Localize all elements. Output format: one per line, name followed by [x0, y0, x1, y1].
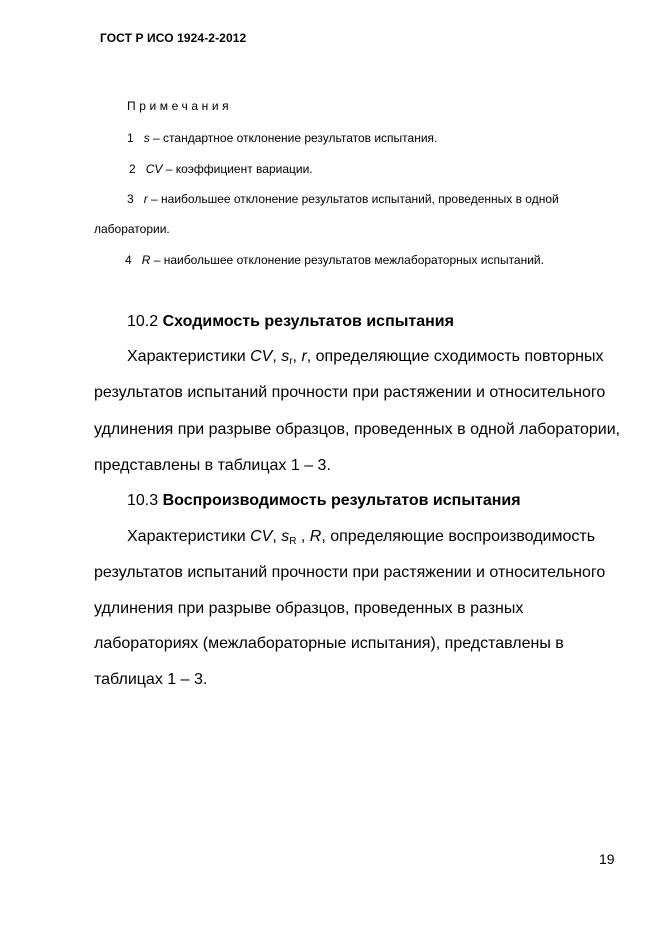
note-item: [125, 253, 544, 267]
paragraph-line: представлены в таблицах 1 – 3.: [94, 457, 331, 474]
note-symbol: CV: [145, 162, 163, 176]
paragraph-text: , определяющие сходимость повторных: [306, 348, 604, 365]
paragraph-line: удлинения при разрыве образцов, проведенных в одной лаборатории,: [94, 421, 621, 438]
note-item: [127, 131, 437, 145]
note-number: 4: [125, 253, 132, 267]
section-number: 10.3: [127, 492, 159, 509]
note-text: – стандартное отклонение результатов испытания.: [149, 131, 438, 145]
symbol-subscript: R: [289, 536, 297, 547]
symbol: r: [301, 348, 307, 365]
section-title: Сходимость результатов испытания: [162, 313, 454, 330]
note-item: [127, 192, 559, 206]
symbol: s: [281, 348, 290, 365]
separator: ,: [296, 528, 310, 545]
note-symbol: R: [141, 253, 151, 267]
paragraph-text: Характеристики: [127, 528, 251, 545]
notes-title: Примечания: [127, 99, 233, 113]
page-number: 19: [599, 851, 615, 867]
paragraph-text: Характеристики: [127, 348, 251, 365]
note-text: – коэффициент вариации.: [162, 162, 313, 176]
symbol-subscript: r: [289, 356, 293, 367]
document-header: ГОСТ Р ИСО 1924-2-2012: [100, 31, 247, 45]
symbol: CV: [250, 348, 273, 365]
paragraph-line: результатов испытаний прочности при растяжении и относительного: [94, 564, 606, 581]
symbol: R: [309, 528, 322, 545]
section-number: 10.2: [127, 313, 159, 330]
section-heading: [127, 492, 521, 510]
section-heading: [127, 313, 454, 331]
paragraph-first-line: [127, 348, 603, 366]
note-symbol: r: [143, 192, 148, 206]
note-symbol: s: [143, 131, 150, 145]
note-text: – наибольшее отклонение результатов межлабораторных испытаний.: [150, 253, 544, 267]
paragraph-line: таблицах 1 – 3.: [94, 671, 208, 688]
note-number: 2: [129, 162, 136, 176]
note-continuation: лаборатории.: [94, 222, 170, 236]
separator: ,: [272, 348, 282, 365]
paragraph-line: удлинения при разрыве образцов, проведенных в разных: [94, 600, 524, 617]
paragraph-line: лабораториях (межлабораторные испытания), представлены в: [94, 635, 564, 652]
note-number: 1: [127, 131, 134, 145]
note-text: – наибольшее отклонение результатов испытаний, проведенных в одной: [147, 192, 559, 206]
section-title: Воспроизводимость результатов испытания: [162, 492, 521, 509]
paragraph-text: , определяющие воспроизводимость: [321, 528, 596, 545]
separator: ,: [292, 348, 302, 365]
symbol: s: [281, 528, 290, 545]
separator: ,: [272, 528, 282, 545]
symbol: CV: [250, 528, 273, 545]
note-number: 3: [127, 192, 134, 206]
paragraph-line: результатов испытаний прочности при растяжении и относительного: [94, 384, 606, 401]
note-item: [129, 162, 313, 176]
paragraph-first-line: [127, 528, 595, 546]
